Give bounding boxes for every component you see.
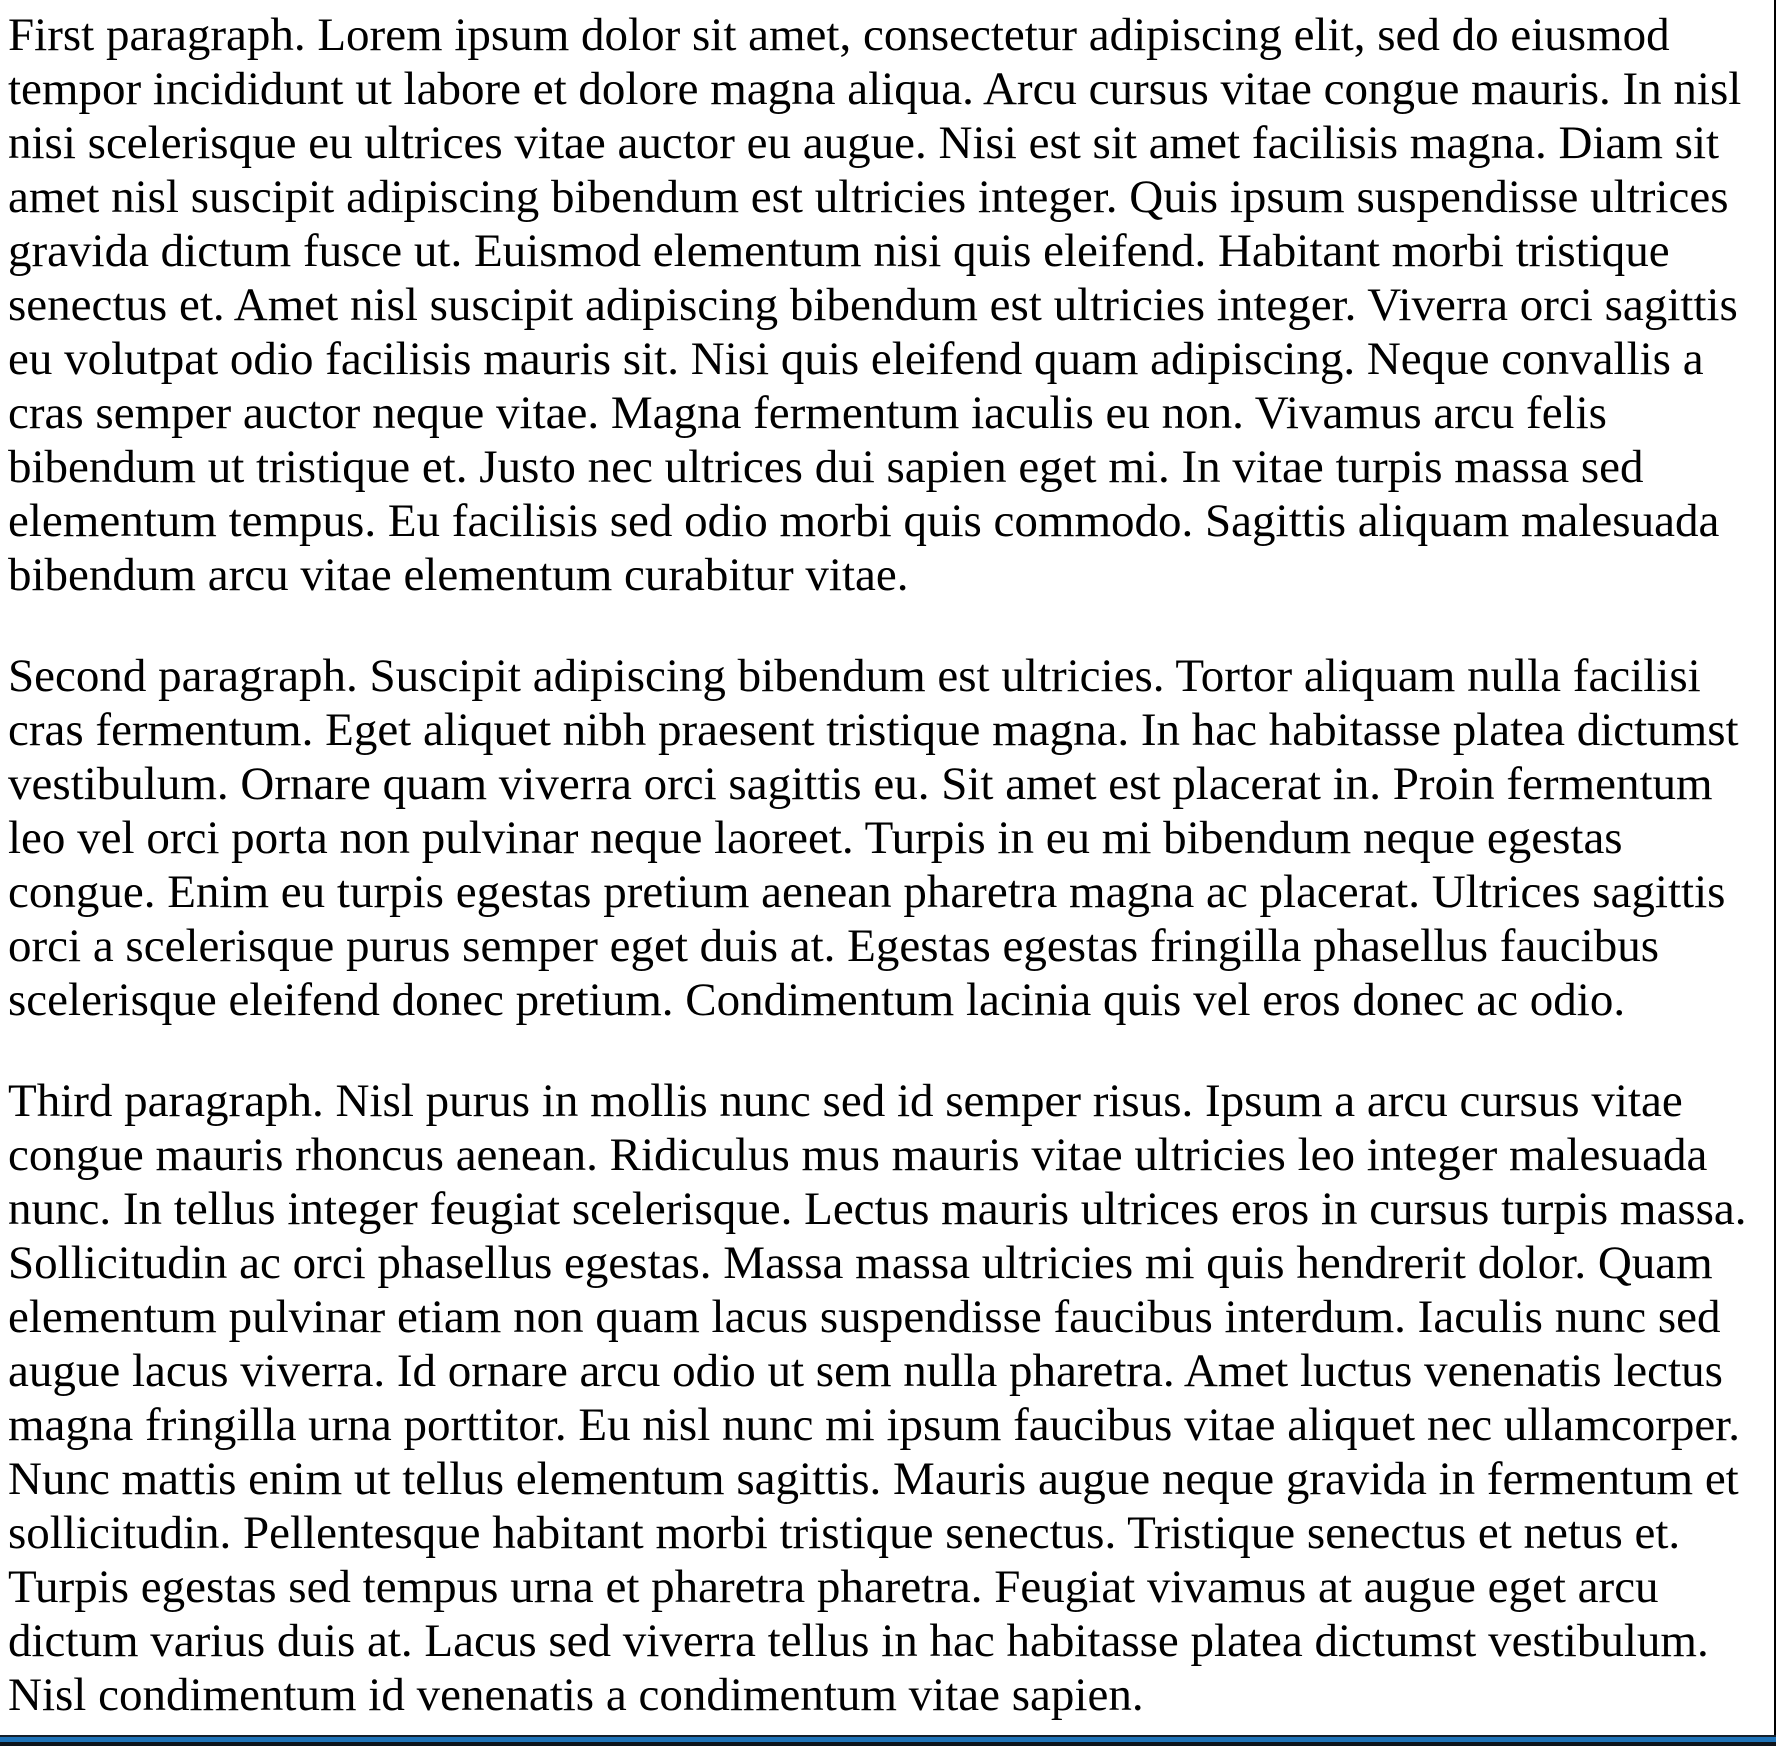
paragraph-third: Third paragraph. Nisl purus in mollis nunc sed id semper risus. Ipsum a arcu cursus vitae congue mauris rhoncus aenean. Ridiculus mus mauris vitae ultricies leo integer malesuada nunc. In tellus integer feugiat scelerisque. Lectus mauris ultrices eros in cursus turpis massa. Sollicitudin ac orci phasellus egestas. Massa massa ultricies mi quis hendrerit dolor. Quam elementum pulvinar etiam non quam lacus suspendisse faucibus interdum. Iaculis nunc sed augue lacus viverra. Id ornare arcu odio ut sem nulla pharetra. Amet luctus venenatis lectus magna fringilla urna porttitor. Eu nisl nunc mi ipsum faucibus vitae aliquet nec ullamcorper. Nunc mattis enim ut tellus elementum sagittis. Mauris augue neque gravida in fermentum et sollicitudin. Pellentesque habitant morbi tristique senectus. Tristique senectus et netus et. Turpis egestas sed tempus urna et pharetra pharetra. Feugiat vivamus at augue eget arcu dictum varius duis at. Lacus sed viverra tellus in hac habitasse platea dictumst vestibulum. Nisl condimentum id venenatis a condimentum vitae sapien. (8, 1075, 1747, 1721)
paragraph-first: First paragraph. Lorem ipsum dolor sit amet, consectetur adipiscing elit, sed do eiusmod tempor incididunt ut labore et dolore magna aliqua. Arcu cursus vitae congue mauris. In nisl nisi scelerisque eu ultrices vitae auctor eu augue. Nisi est sit amet facilisis magna. Diam sit amet nisl suscipit adipiscing bibendum est ultricies integer. Quis ipsum suspendisse ultrices gravida dictum fusce ut. Euismod elementum nisi quis eleifend. Habitant morbi tristique senectus et. Amet nisl suscipit adipiscing bibendum est ultricies integer. Viverra orci sagittis eu volutpat odio facilisis mauris sit. Nisi quis eleifend quam adipiscing. Neque convallis a cras semper auctor neque vitae. Magna fermentum iaculis eu non. Vivamus arcu felis bibendum ut tristique et. Justo nec ultrices dui sapien eget mi. In vitae turpis massa sed elementum tempus. Eu facilisis sed odio morbi quis commodo. Sagittis aliquam malesuada bibendum arcu vitae elementum curabitur vitae. (8, 9, 1742, 601)
paragraph-second: Second paragraph. Suscipit adipiscing bibendum est ultricies. Tortor aliquam nulla facilisi cras fermentum. Eget aliquet nibh praesent tristique magna. In hac habitasse platea dictumst vestibulum. Ornare quam viverra orci sagittis eu. Sit amet est placerat in. Proin fermentum leo vel orci porta non pulvinar neque laoreet. Turpis in eu mi bibendum neque egestas congue. Enim eu turpis egestas pretium aenean pharetra magna ac placerat. Ultrices sagittis orci a scelerisque purus semper eget duis at. Egestas egestas fringilla phasellus faucibus scelerisque eleifend donec pretium. Condimentum lacinia quis vel eros donec ac odio. (8, 650, 1739, 1026)
bottom-divider (0, 1735, 1776, 1746)
divider-dark-bottom-stripe (0, 1742, 1776, 1746)
